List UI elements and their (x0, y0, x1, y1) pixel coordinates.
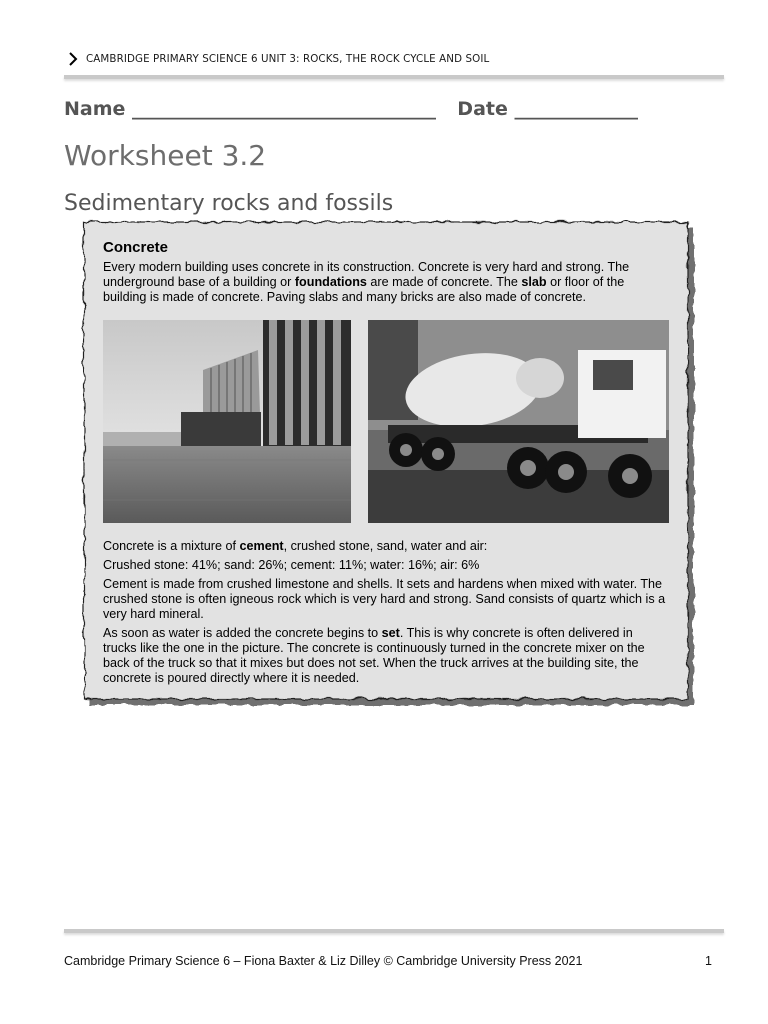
concrete-truck-photo (368, 320, 669, 523)
intro-paragraph (103, 260, 669, 305)
name-label: Name (64, 98, 126, 120)
key-term: cement (239, 539, 284, 553)
box-heading: Concrete (103, 239, 169, 256)
text-run: , crushed stone, sand, water and air: (283, 539, 488, 553)
date-field[interactable]: _____________ (514, 98, 638, 120)
text-run: As soon as water is added the concrete begins to (103, 626, 382, 640)
page-number: 1 (705, 954, 712, 968)
key-term: foundations (294, 275, 367, 289)
worksheet-title: Worksheet 3.2 (64, 139, 267, 172)
cement-paragraph: Cement is made from crushed limestone and shells. It sets and hardens when mixed with water. The crushed stone is often igneous rock which is very hard and strong. Sand consists of quartz which is a very hard mineral. (103, 577, 666, 621)
text-run: are made of concrete. The (366, 275, 522, 289)
key-term: set (381, 626, 400, 640)
text-run: Every modern building uses concrete in its construction. Concrete is very hard and strong. The underground base of a building or (103, 260, 630, 289)
text-run: . This is why concrete is often delivered in trucks like the one in the picture. The concrete is continuously turned in the concrete mixer on the back of the truck so that it mixes but does not set. When the truck arrives at the building site, the concrete is poured directly where it is needed. (103, 626, 645, 685)
building-photo (103, 320, 351, 523)
header-text: CAMBRIDGE PRIMARY SCIENCE 6 UNIT 3: ROCKS, THE ROCK CYCLE AND SOIL (86, 53, 490, 65)
worksheet-subtitle: Sedimentary rocks and fossils (64, 191, 394, 216)
footer-divider (64, 929, 724, 933)
info-box-bottom (103, 539, 669, 690)
footer (64, 954, 712, 968)
set-paragraph (103, 626, 669, 686)
date-label: Date (457, 98, 508, 120)
proportions-paragraph: Crushed stone: 41%; sand: 26%; cement: 11%; water: 16%; air: 6% (103, 558, 480, 572)
info-box-top (103, 239, 669, 305)
text-run: or floor of the building is made of concrete. Paving slabs and many bricks are also made of concrete. (103, 275, 625, 304)
text-run: Concrete is a mixture of (103, 539, 240, 553)
key-term: slab (521, 275, 547, 289)
name-field[interactable]: ________________________________ (132, 98, 437, 120)
mixture-paragraph (103, 539, 669, 554)
footer-credit: Cambridge Primary Science 6 – Fiona Baxter & Liz Dilley © Cambridge University Press 2021 (64, 954, 583, 968)
